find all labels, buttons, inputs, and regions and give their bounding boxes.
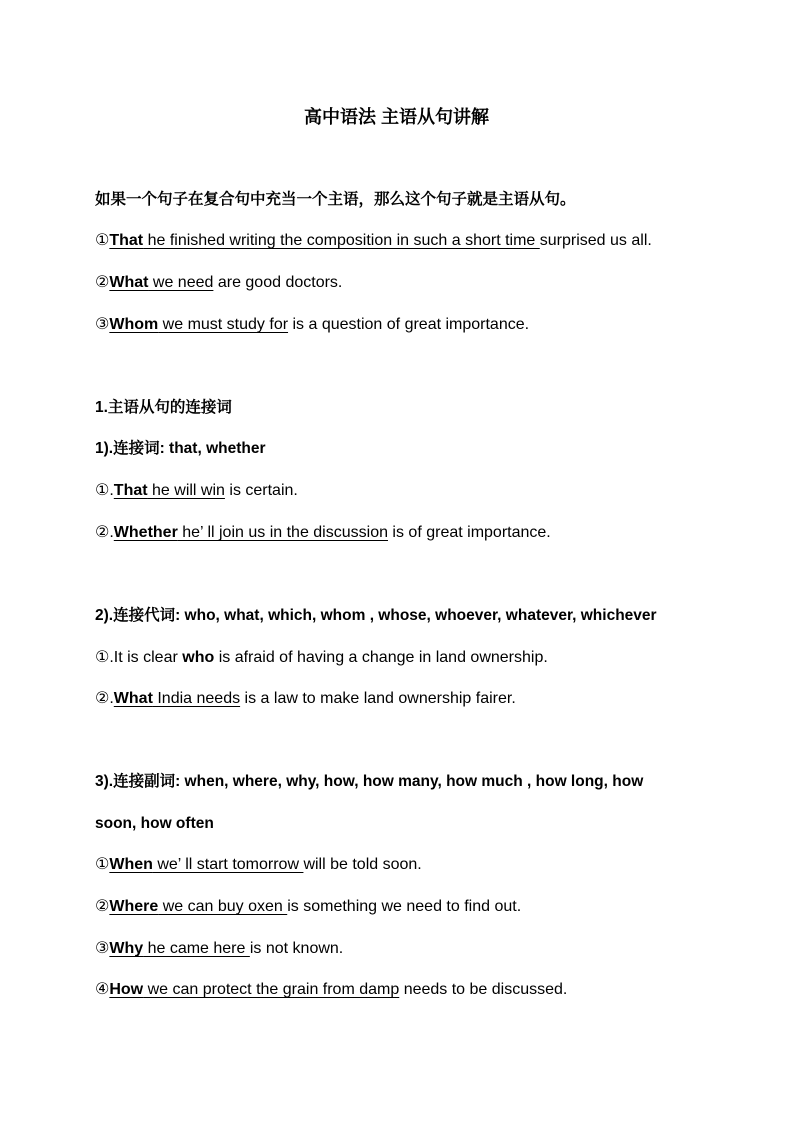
example-3-1 [95,855,422,875]
rest: is something we need to find out. [287,898,522,915]
example-3-4 [95,980,567,1000]
keyword: That [113,482,148,499]
clause: we’ ll start tomorrow [152,856,304,873]
example-3 [95,315,529,335]
rest: needs to be discussed. [399,981,568,998]
num: ① [95,232,110,249]
example-3-3 [95,939,343,959]
num: ④ [95,981,110,998]
clause: he’ ll join us in the discussion [177,524,388,541]
rest: is a question of great importance. [288,316,530,333]
pre: ①.It is clear [95,649,183,666]
keyword: Whether [113,524,178,541]
clause: we need [148,274,214,291]
rest: are good doctors. [213,274,343,291]
keyword: What [109,274,149,291]
example-2-2 [95,689,516,709]
rest: surprised us all. [539,232,652,249]
clause: we must study for [158,316,289,333]
clause: he finished writing the composition in such a short time [143,232,540,249]
example-1 [95,231,652,251]
subsection-heading-3-cont: soon, how often [95,815,214,832]
num: ② [95,898,110,915]
clause: India needs [152,690,241,707]
subsection-heading-1: 1).连接词: that, whether [95,440,266,457]
example-2-1 [95,648,548,668]
keyword: Whom [109,316,159,333]
rest: is certain. [224,482,298,499]
keyword: How [109,981,144,998]
clause: he came here [143,940,250,957]
example-1-2 [95,523,551,543]
num: ②. [95,690,114,707]
num: ① [95,856,110,873]
clause: we can buy oxen [158,898,288,915]
num: ②. [95,524,114,541]
definition: 如果一个句子在复合句中充当一个主语，那么这个句子就是主语从句。 [95,191,576,208]
rest: is a law to make land ownership fairer. [240,690,516,707]
section-heading: 1.主语从句的连接词 [95,399,232,416]
num: ② [95,274,110,291]
num: ③ [95,940,110,957]
subsection-heading-3: 3).连接副词: when, where, why, how, how many, how much , how long, how [95,773,644,790]
example-2 [95,273,342,293]
subsection-heading-2: 2).连接代词: who, what, which, whom , whose, whoever, whatever, whichever [95,607,657,624]
keyword: Why [109,940,144,957]
keyword: That [109,232,144,249]
keyword: When [109,856,153,873]
page-title: 高中语法 主语从句讲解 [304,107,489,127]
keyword: Where [109,898,159,915]
clause: we can protect the grain from damp [143,981,400,998]
example-3-2 [95,897,521,917]
keyword: What [113,690,153,707]
num: ①. [95,482,114,499]
rest: is of great importance. [387,524,551,541]
rest: is not known. [249,940,344,957]
keyword: who [182,649,215,666]
rest: will be told soon. [303,856,422,873]
rest: is afraid of having a change in land ownership. [214,649,548,666]
clause: he will win [147,482,225,499]
example-1-1 [95,481,298,501]
num: ③ [95,316,110,333]
